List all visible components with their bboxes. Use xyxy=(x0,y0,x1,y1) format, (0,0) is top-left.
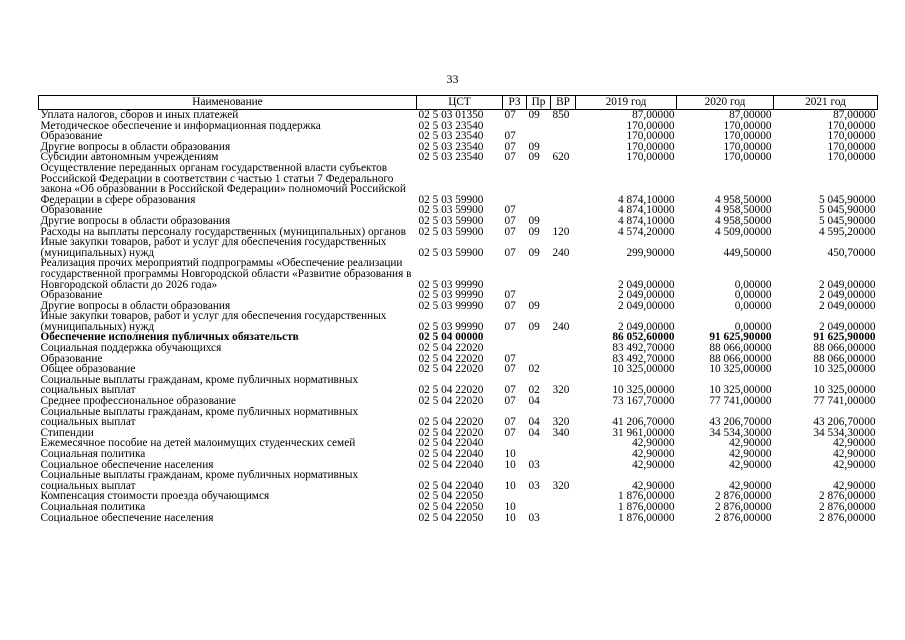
row-rz: 07 xyxy=(504,130,516,143)
row-pr xyxy=(527,491,551,502)
row-rz: 07 xyxy=(504,225,516,238)
row-vr xyxy=(551,513,576,524)
row-vr xyxy=(551,343,576,354)
table-row xyxy=(39,502,878,513)
row-rz: 07 xyxy=(504,214,516,227)
row-pr: 09 xyxy=(528,299,540,312)
row-cst: 02 5 03 23540 xyxy=(418,151,484,164)
row-pr xyxy=(527,343,551,354)
row-2021: 170,00000 xyxy=(827,151,876,164)
row-2020: 170,00000 xyxy=(723,151,772,164)
table-row xyxy=(39,375,878,396)
header-name: Наименование xyxy=(39,96,417,110)
row-name: Социальная политика xyxy=(40,500,146,513)
row-vr: 240 xyxy=(552,320,570,333)
row-2019: 1 876,00000 xyxy=(618,490,675,503)
row-vr xyxy=(551,163,576,205)
row-cst: 02 5 03 23540 xyxy=(418,119,484,132)
row-name: Обеспечение исполнения публичных обязательств xyxy=(40,331,299,344)
row-2019: 31 961,00000 xyxy=(612,426,675,439)
row-pr xyxy=(527,258,551,290)
table-body xyxy=(39,110,878,524)
row-rz: 07 xyxy=(504,140,516,153)
row-2020: 91 625,90000 xyxy=(709,331,772,344)
row-2020: 0,00000 xyxy=(734,320,772,333)
row-2019: 170,00000 xyxy=(626,130,675,143)
row-2019: 83 492,70000 xyxy=(612,352,675,365)
row-2019: 2 049,00000 xyxy=(618,289,675,302)
row-name: Иные закупки товаров, работ и услуг для обеспечения государственных (муниципальных) нужд xyxy=(40,236,387,259)
row-cst: 02 5 04 22020 xyxy=(418,363,484,376)
row-vr xyxy=(551,396,576,407)
row-rz: 10 xyxy=(504,479,516,492)
row-2019: 170,00000 xyxy=(626,151,675,164)
row-2021: 91 625,90000 xyxy=(813,331,876,344)
row-pr: 03 xyxy=(528,511,540,524)
row-cst: 02 5 03 59900 xyxy=(418,204,484,217)
row-cst: 02 5 04 22020 xyxy=(418,395,484,408)
row-pr: 04 xyxy=(528,426,540,439)
row-2019: 83 492,70000 xyxy=(612,342,675,355)
row-rz: 10 xyxy=(504,448,516,460)
row-2020: 4 509,00000 xyxy=(715,225,772,238)
row-2021: 170,00000 xyxy=(827,119,876,132)
row-2020: 0,00000 xyxy=(734,299,772,312)
row-2021: 450,70000 xyxy=(827,246,876,259)
row-2020: 88 066,00000 xyxy=(709,352,772,365)
row-2021: 42,90000 xyxy=(833,437,876,450)
row-rz: 07 xyxy=(504,352,516,365)
row-pr xyxy=(527,121,551,132)
row-2020: 34 534,30000 xyxy=(709,426,772,439)
row-2020: 87,00000 xyxy=(729,109,772,121)
row-name: Другие вопросы в области образования xyxy=(40,140,231,153)
header-2019: 2019 год xyxy=(576,96,677,110)
row-2021: 5 045,90000 xyxy=(819,204,876,217)
row-name: Образование xyxy=(40,204,103,217)
row-vr xyxy=(551,438,576,449)
page-number: 33 xyxy=(446,72,459,86)
row-name: Социальная политика xyxy=(40,448,146,460)
row-name: Общее образование xyxy=(40,363,136,376)
row-2019: 2 049,00000 xyxy=(618,320,675,333)
row-name: Стипендии xyxy=(40,426,94,439)
row-pr: 09 xyxy=(528,320,540,333)
row-pr: 09 xyxy=(528,246,540,259)
row-2019: 2 049,00000 xyxy=(618,278,675,291)
row-2021: 34 534,30000 xyxy=(813,426,876,439)
row-2020: 449,50000 xyxy=(723,246,772,259)
row-pr: 09 xyxy=(528,225,540,238)
row-2019: 1 876,00000 xyxy=(618,500,675,513)
table-row xyxy=(39,110,878,121)
row-vr xyxy=(551,205,576,216)
row-rz xyxy=(503,163,527,205)
row-pr: 04 xyxy=(528,395,540,408)
row-cst: 02 5 03 99990 xyxy=(418,278,484,291)
row-pr: 04 xyxy=(528,416,540,429)
row-2020: 4 958,50000 xyxy=(715,204,772,217)
row-2019: 299,90000 xyxy=(626,246,675,259)
row-pr: 02 xyxy=(528,384,540,397)
row-pr xyxy=(527,502,551,513)
row-2021: 10 325,00000 xyxy=(813,384,876,397)
row-cst: 02 5 04 00000 xyxy=(418,331,484,344)
row-2020: 170,00000 xyxy=(723,119,772,132)
row-rz: 07 xyxy=(504,204,516,217)
row-name: Другие вопросы в области образования xyxy=(40,299,231,312)
row-2019: 4 874,10000 xyxy=(618,193,675,206)
row-2019: 42,90000 xyxy=(632,448,675,460)
row-2021: 42,90000 xyxy=(833,448,876,460)
row-2021: 2 049,00000 xyxy=(819,299,876,312)
row-2019: 86 052,60000 xyxy=(612,331,675,344)
table-row xyxy=(39,449,878,460)
row-rz: 07 xyxy=(504,289,516,302)
table-row xyxy=(39,311,878,332)
header-rz: РЗ xyxy=(503,96,527,110)
row-name: Уплата налогов, сборов и иных платежей xyxy=(40,109,239,121)
row-cst: 02 5 03 01350 xyxy=(418,109,484,121)
row-rz: 07 xyxy=(504,363,516,376)
row-pr: 03 xyxy=(528,479,540,492)
row-name: Образование xyxy=(40,352,103,365)
table-row xyxy=(39,237,878,258)
row-cst: 02 5 04 22020 xyxy=(418,384,484,397)
table-row xyxy=(39,513,878,524)
row-vr: 320 xyxy=(552,416,570,429)
row-2021: 2 876,00000 xyxy=(819,511,876,524)
row-name: Компенсация стоимости проезда обучающимся xyxy=(40,490,270,503)
row-2019: 4 874,10000 xyxy=(618,214,675,227)
row-2020: 0,00000 xyxy=(734,289,772,302)
row-2021: 87,00000 xyxy=(833,109,876,121)
row-cst: 02 5 03 99990 xyxy=(418,289,484,302)
row-2020: 170,00000 xyxy=(723,130,772,143)
row-rz xyxy=(503,258,527,290)
row-pr: 09 xyxy=(528,151,540,164)
row-name: Социальная поддержка обучающихся xyxy=(40,342,222,355)
row-2021: 5 045,90000 xyxy=(819,214,876,227)
header-vr: ВР xyxy=(551,96,576,110)
table-row xyxy=(39,470,878,491)
row-2019: 42,90000 xyxy=(632,479,675,492)
row-2020: 42,90000 xyxy=(729,448,772,460)
row-2021: 88 066,00000 xyxy=(813,352,876,365)
row-2021: 42,90000 xyxy=(833,458,876,471)
row-rz: 10 xyxy=(504,511,516,524)
row-cst: 02 5 04 22040 xyxy=(418,458,484,471)
row-vr: 240 xyxy=(552,246,570,259)
row-name: Среднее профессиональное образование xyxy=(40,395,236,408)
row-cst: 02 5 04 22050 xyxy=(418,500,484,513)
row-rz: 10 xyxy=(504,458,516,471)
row-vr: 320 xyxy=(552,479,570,492)
table-row xyxy=(39,216,878,227)
row-pr xyxy=(527,332,551,343)
row-2019: 73 167,70000 xyxy=(612,395,675,408)
row-vr xyxy=(551,354,576,365)
row-2021: 4 595,20000 xyxy=(819,225,876,238)
row-2021: 43 206,70000 xyxy=(813,416,876,429)
row-2020: 2 876,00000 xyxy=(715,490,772,503)
row-name: Образование xyxy=(40,289,103,302)
row-2020: 4 958,50000 xyxy=(715,214,772,227)
row-2019: 1 876,00000 xyxy=(618,511,675,524)
row-rz xyxy=(503,332,527,343)
row-cst: 02 5 03 99990 xyxy=(418,299,484,312)
row-name: Социальное обеспечение населения xyxy=(40,458,214,471)
row-2021: 42,90000 xyxy=(833,479,876,492)
row-pr xyxy=(527,438,551,449)
row-pr xyxy=(527,163,551,205)
row-2020: 2 876,00000 xyxy=(715,511,772,524)
row-2020: 42,90000 xyxy=(729,437,772,450)
row-name: Социальное обеспечение населения xyxy=(40,511,214,524)
row-rz: 07 xyxy=(504,395,516,408)
row-vr xyxy=(551,460,576,471)
row-2019: 41 206,70000 xyxy=(612,416,675,429)
row-pr: 03 xyxy=(528,458,540,471)
header-cst: ЦСТ xyxy=(417,96,503,110)
row-rz: 07 xyxy=(504,384,516,397)
row-2019: 42,90000 xyxy=(632,458,675,471)
row-2020: 10 325,00000 xyxy=(709,363,772,376)
row-cst: 02 5 03 59900 xyxy=(418,225,484,238)
row-name: Другие вопросы в области образования xyxy=(40,214,231,227)
table-row xyxy=(39,258,878,290)
row-2021: 88 066,00000 xyxy=(813,342,876,355)
row-2021: 170,00000 xyxy=(827,130,876,143)
row-2020: 2 876,00000 xyxy=(715,500,772,513)
row-rz: 07 xyxy=(504,246,516,259)
table-header-row xyxy=(39,96,878,110)
row-vr: 120 xyxy=(552,225,570,238)
row-name: Социальные выплаты гражданам, кроме публичных нормативных социальных выплат xyxy=(40,373,359,397)
row-2019: 170,00000 xyxy=(626,119,675,132)
row-pr: 09 xyxy=(528,140,540,153)
row-name: Расходы на выплаты персоналу государственных (муниципальных) органов xyxy=(40,225,406,238)
row-2021: 2 049,00000 xyxy=(819,278,876,291)
row-name: Ежемесячное пособие на детей малоимущих студенческих семей xyxy=(40,437,356,450)
row-2021: 77 741,00000 xyxy=(813,395,876,408)
row-2020: 42,90000 xyxy=(729,458,772,471)
header-2021: 2021 год xyxy=(774,96,878,110)
row-2020: 10 325,00000 xyxy=(709,384,772,397)
row-2020: 88 066,00000 xyxy=(709,342,772,355)
row-vr xyxy=(551,449,576,460)
row-cst: 02 5 03 59900 xyxy=(418,214,484,227)
row-pr xyxy=(527,449,551,460)
row-rz: 07 xyxy=(504,416,516,429)
row-rz: 07 xyxy=(504,426,516,439)
row-pr: 09 xyxy=(528,214,540,227)
table-row xyxy=(39,163,878,205)
row-name: Реализация прочих мероприятий подпрограммы «Обеспечение реализации государственной программы Новгородской области «Развитие образования в Новгородской области до 2026 года» xyxy=(40,257,412,291)
row-name: Субсидии автономным учреждениям xyxy=(40,151,219,164)
row-vr xyxy=(551,131,576,142)
row-2021: 2 049,00000 xyxy=(819,320,876,333)
row-cst: 02 5 03 59900 xyxy=(418,193,484,206)
row-name: Осуществление переданных органам государственной власти субъектов Российской Федерации в соответствии с частью 1 статьи 7 Федерального закона «Об образовании в Российской Федерации» полномочий Российской Федерации в сфере образования xyxy=(40,161,406,206)
row-rz: 07 xyxy=(504,109,516,121)
row-cst: 02 5 04 22050 xyxy=(418,490,484,503)
header-2020: 2020 год xyxy=(677,96,774,110)
budget-table xyxy=(38,95,878,523)
row-pr: 02 xyxy=(528,363,540,376)
row-vr: 320 xyxy=(552,384,570,397)
row-cst: 02 5 04 22020 xyxy=(418,416,484,429)
row-2021: 170,00000 xyxy=(827,140,876,153)
row-2021: 2 876,00000 xyxy=(819,500,876,513)
row-vr xyxy=(551,301,576,312)
row-vr xyxy=(551,332,576,343)
row-name: Социальные выплаты гражданам, кроме публичных нормативных социальных выплат xyxy=(40,405,359,429)
row-2019: 42,90000 xyxy=(632,437,675,450)
row-vr: 850 xyxy=(552,109,570,121)
row-2019: 170,00000 xyxy=(626,140,675,153)
row-2020: 0,00000 xyxy=(734,278,772,291)
table-row xyxy=(39,407,878,428)
header-pr: Пр xyxy=(527,96,551,110)
row-cst: 02 5 04 22020 xyxy=(418,342,484,355)
row-cst: 02 5 03 59900 xyxy=(418,246,484,259)
row-rz: 07 xyxy=(504,151,516,164)
row-pr: 09 xyxy=(528,109,540,121)
row-rz: 07 xyxy=(504,299,516,312)
row-vr xyxy=(551,258,576,290)
row-vr xyxy=(551,502,576,513)
row-rz: 10 xyxy=(504,500,516,513)
row-2020: 4 958,50000 xyxy=(715,193,772,206)
row-name: Методическое обеспечение и информационная поддержка xyxy=(40,119,321,132)
row-2019: 10 325,00000 xyxy=(612,363,675,376)
row-cst: 02 5 04 22050 xyxy=(418,511,484,524)
row-2020: 42,90000 xyxy=(729,479,772,492)
row-cst: 02 5 03 23540 xyxy=(418,130,484,143)
row-cst: 02 5 04 22040 xyxy=(418,479,484,492)
row-2021: 5 045,90000 xyxy=(819,193,876,206)
row-vr xyxy=(551,290,576,301)
row-2019: 2 049,00000 xyxy=(618,299,675,312)
row-cst: 02 5 04 22040 xyxy=(418,448,484,460)
row-2019: 4 874,10000 xyxy=(618,204,675,217)
row-vr xyxy=(551,216,576,227)
row-2019: 10 325,00000 xyxy=(612,384,675,397)
row-cst: 02 5 03 99990 xyxy=(418,320,484,333)
row-vr xyxy=(551,491,576,502)
row-cst: 02 5 04 22020 xyxy=(418,426,484,439)
row-2020: 77 741,00000 xyxy=(709,395,772,408)
row-2019: 87,00000 xyxy=(632,109,675,121)
row-rz: 07 xyxy=(504,320,516,333)
row-2020: 170,00000 xyxy=(723,140,772,153)
row-2019: 4 574,20000 xyxy=(618,225,675,238)
row-name: Иные закупки товаров, работ и услуг для обеспечения государственных (муниципальных) нужд xyxy=(40,310,387,333)
row-cst: 02 5 04 22020 xyxy=(418,352,484,365)
row-name: Социальные выплаты гражданам, кроме публичных нормативных социальных выплат xyxy=(40,469,359,492)
row-name: Образование xyxy=(40,130,103,143)
row-vr: 340 xyxy=(552,426,570,439)
row-cst: 02 5 03 23540 xyxy=(418,140,484,153)
row-vr xyxy=(551,364,576,375)
row-2021: 10 325,00000 xyxy=(813,363,876,376)
row-2020: 43 206,70000 xyxy=(709,416,772,429)
row-vr: 620 xyxy=(552,151,570,164)
row-2021: 2 876,00000 xyxy=(819,490,876,503)
row-2021: 2 049,00000 xyxy=(819,289,876,302)
row-cst: 02 5 04 22040 xyxy=(418,437,484,450)
row-vr xyxy=(551,121,576,132)
